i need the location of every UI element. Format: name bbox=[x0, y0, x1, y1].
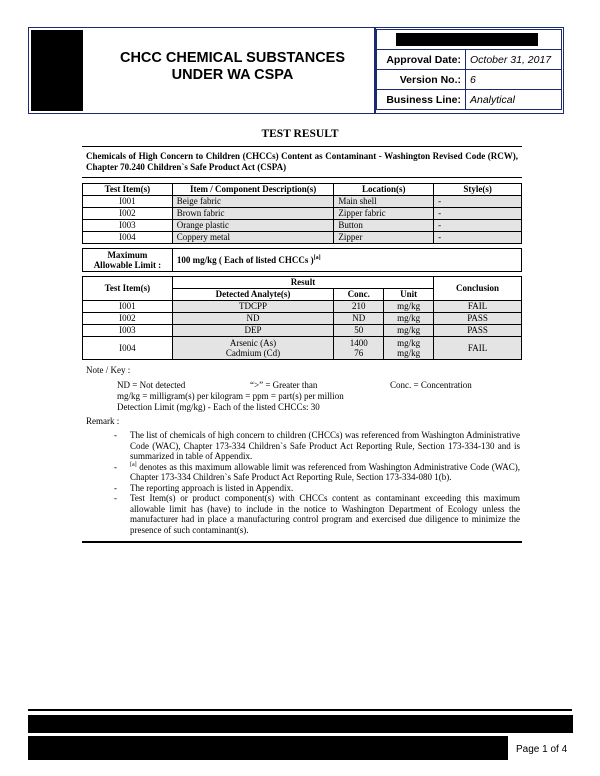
item-id: I003 bbox=[83, 220, 173, 232]
col-header-result: Result bbox=[172, 277, 433, 289]
analyte-line: Arsenic (As) bbox=[229, 337, 277, 348]
list-item: - The reporting approach is listed in Appendix. bbox=[114, 482, 294, 493]
item-style: - bbox=[434, 220, 522, 232]
item-location: Zipper bbox=[334, 232, 434, 244]
list-item: - The list of chemicals of high concern to children (CHCCs) was referenced from Washington Administrative Code (WAC), Chapter 173-334 Children`s Safe Product Act Reporting Rule, Section 173-334-130 and is summarized in table of Appendix. bbox=[114, 430, 520, 461]
remark-text: Test Item(s) or product component(s) with CHCCs content as contaminant exceeding this maximum allowable limit has (have) to include in the notice to Washington Department of Ecology unless the manufacturer had in place a manufacturing control program and exercised due diligence to minimize the presence of such contaminant(s). bbox=[130, 493, 520, 535]
table-row bbox=[83, 313, 522, 325]
col-header: Item / Component Description(s) bbox=[172, 184, 334, 196]
business-line-value: Analytical bbox=[466, 90, 562, 110]
item-description: Coppery metal bbox=[172, 232, 334, 244]
item-style: - bbox=[434, 196, 522, 208]
note-detection: Detection Limit (mg/kg) - Each of the listed CHCCs: 30 bbox=[117, 402, 320, 412]
max-limit-label-1: Maximum bbox=[107, 250, 148, 260]
version-value: 6 bbox=[466, 70, 562, 90]
analyte-line: Cadmium (Cd) bbox=[225, 348, 281, 358]
col-header-conclusion: Conclusion bbox=[434, 277, 522, 301]
redacted-logo bbox=[31, 30, 83, 111]
item-location: Main shell bbox=[334, 196, 434, 208]
result-item: I003 bbox=[83, 325, 173, 337]
item-location: Button bbox=[334, 220, 434, 232]
col-header-test-item: Test Item(s) bbox=[83, 277, 173, 301]
table-row bbox=[83, 196, 522, 208]
item-description: Brown fabric bbox=[172, 208, 334, 220]
result-conc: 210 bbox=[334, 301, 384, 313]
result-analyte: TDCPP bbox=[172, 301, 334, 313]
business-line-label: Business Line: bbox=[377, 90, 466, 110]
result-item: I002 bbox=[83, 313, 173, 325]
col-header-conc: Conc. bbox=[334, 289, 384, 301]
table-row bbox=[83, 337, 522, 360]
result-analyte: DEP bbox=[172, 325, 334, 337]
unit-line: mg/kg bbox=[397, 337, 421, 348]
max-limit-text: 100 mg/kg ( Each of listed CHCCs ) bbox=[176, 254, 314, 265]
table-row bbox=[83, 220, 522, 232]
item-id: I002 bbox=[83, 208, 173, 220]
table-row bbox=[83, 232, 522, 244]
result-conc: 50 bbox=[334, 325, 384, 337]
item-description: Beige fabric bbox=[172, 196, 334, 208]
max-limit-value bbox=[172, 249, 521, 272]
result-unit: mg/kg bbox=[384, 325, 434, 337]
remark-text: denotes as this maximum allowable limit was referenced from Washington Administrative Code (WAC), Chapter 173-334 Children`s Safe Product Act Reporting Rule, Section 173-334-080 1(b). bbox=[130, 461, 521, 482]
result-analyte bbox=[172, 337, 334, 360]
footnote-ref: [a] bbox=[313, 254, 321, 261]
approval-date-value: October 31, 2017 bbox=[466, 50, 562, 70]
result-item: I004 bbox=[83, 337, 173, 360]
col-header: Test Item(s) bbox=[83, 184, 173, 196]
result-unit: mg/kg bbox=[384, 313, 434, 325]
table-row bbox=[83, 301, 522, 313]
page-number: Page 1 of 4 bbox=[516, 744, 568, 755]
result-conclusion: FAIL bbox=[434, 337, 522, 360]
conc-line: 1400 bbox=[349, 337, 368, 348]
table-row bbox=[83, 208, 522, 220]
table-row bbox=[83, 325, 522, 337]
note-nd: ND = Not detected bbox=[117, 380, 186, 390]
result-analyte: ND bbox=[172, 313, 334, 325]
col-header-unit: Unit bbox=[384, 289, 434, 301]
remark-text: The reporting approach is listed in Appendix. bbox=[130, 482, 294, 493]
redacted-footer-band bbox=[28, 736, 508, 760]
document-title bbox=[95, 50, 370, 84]
max-limit-label bbox=[83, 249, 173, 272]
result-conclusion: FAIL bbox=[434, 301, 522, 313]
title-line-1: CHCC CHEMICAL SUBSTANCES bbox=[119, 50, 346, 66]
col-header-analyte: Detected Analyte(s) bbox=[172, 289, 334, 301]
conc-line: 76 bbox=[354, 348, 364, 358]
item-style: - bbox=[434, 232, 522, 244]
remark-title: Remark : bbox=[86, 416, 120, 426]
unit-line: mg/kg bbox=[397, 348, 421, 358]
list-item: - Test Item(s) or product component(s) with CHCCs content as contaminant exceeding this maximum allowable limit has (have) to include in the notice to Washington Department of Ecology unless the manufacturer had in place a manufacturing control program and exercised due diligence to minimize the presence of such contaminant(s). bbox=[114, 493, 520, 535]
version-label: Version No.: bbox=[377, 70, 466, 90]
result-unit: mg/kg bbox=[384, 301, 434, 313]
item-id: I004 bbox=[83, 232, 173, 244]
max-limit-table bbox=[82, 248, 522, 272]
list-item: - [a] denotes as this maximum allowable limit was referenced from Washington Administrative Code (WAC), Chapter 173-334 Children`s Safe Product Act Reporting Rule, Section 173-334-080 1(b). bbox=[114, 461, 521, 482]
result-conc: ND bbox=[334, 313, 384, 325]
result-unit bbox=[384, 337, 434, 360]
footer-rule bbox=[28, 709, 572, 711]
result-conclusion: PASS bbox=[434, 325, 522, 337]
item-id: I001 bbox=[83, 196, 173, 208]
section-end-rule bbox=[82, 541, 522, 543]
redaction-bar bbox=[396, 33, 538, 46]
section-title: TEST RESULT bbox=[261, 128, 339, 140]
item-description: Orange plastic bbox=[172, 220, 334, 232]
item-style: - bbox=[434, 208, 522, 220]
note-gt: “>” = Greater than bbox=[250, 380, 318, 390]
approval-date-label: Approval Date: bbox=[377, 50, 466, 70]
footnote-ref: [a] bbox=[130, 461, 137, 468]
redacted-footer-band bbox=[28, 715, 573, 733]
col-header: Location(s) bbox=[334, 184, 434, 196]
intro-paragraph: Chemicals of High Concern to Children (CHCCs) Content as Contaminant - Washington Revised Code (RCW), Chapter 70.240 Children`s Safe Product Act (CSPA) bbox=[82, 146, 522, 178]
items-table bbox=[82, 183, 522, 244]
note-conc: Conc. = Concentration bbox=[390, 380, 472, 390]
remark-list bbox=[108, 430, 520, 535]
result-conc bbox=[334, 337, 384, 360]
item-location: Zipper fabric bbox=[334, 208, 434, 220]
note-title: Note / Key : bbox=[86, 365, 131, 375]
result-table bbox=[82, 276, 522, 360]
max-limit-label-2: Allowable Limit : bbox=[93, 260, 162, 270]
col-header: Style(s) bbox=[434, 184, 522, 196]
result-conclusion: PASS bbox=[434, 313, 522, 325]
note-mgkg: mg/kg = milligram(s) per kilogram = ppm = part(s) per million bbox=[117, 391, 344, 401]
remark-text: The list of chemicals of high concern to children (CHCCs) was referenced from Washington Administrative Code (WAC), Chapter 173-334 Children`s Safe Product Act Reporting Rule, Section 173-334-130 and is summarized in table of Appendix. bbox=[130, 430, 520, 461]
result-item: I001 bbox=[83, 301, 173, 313]
title-line-2: UNDER WA CSPA bbox=[171, 67, 294, 83]
